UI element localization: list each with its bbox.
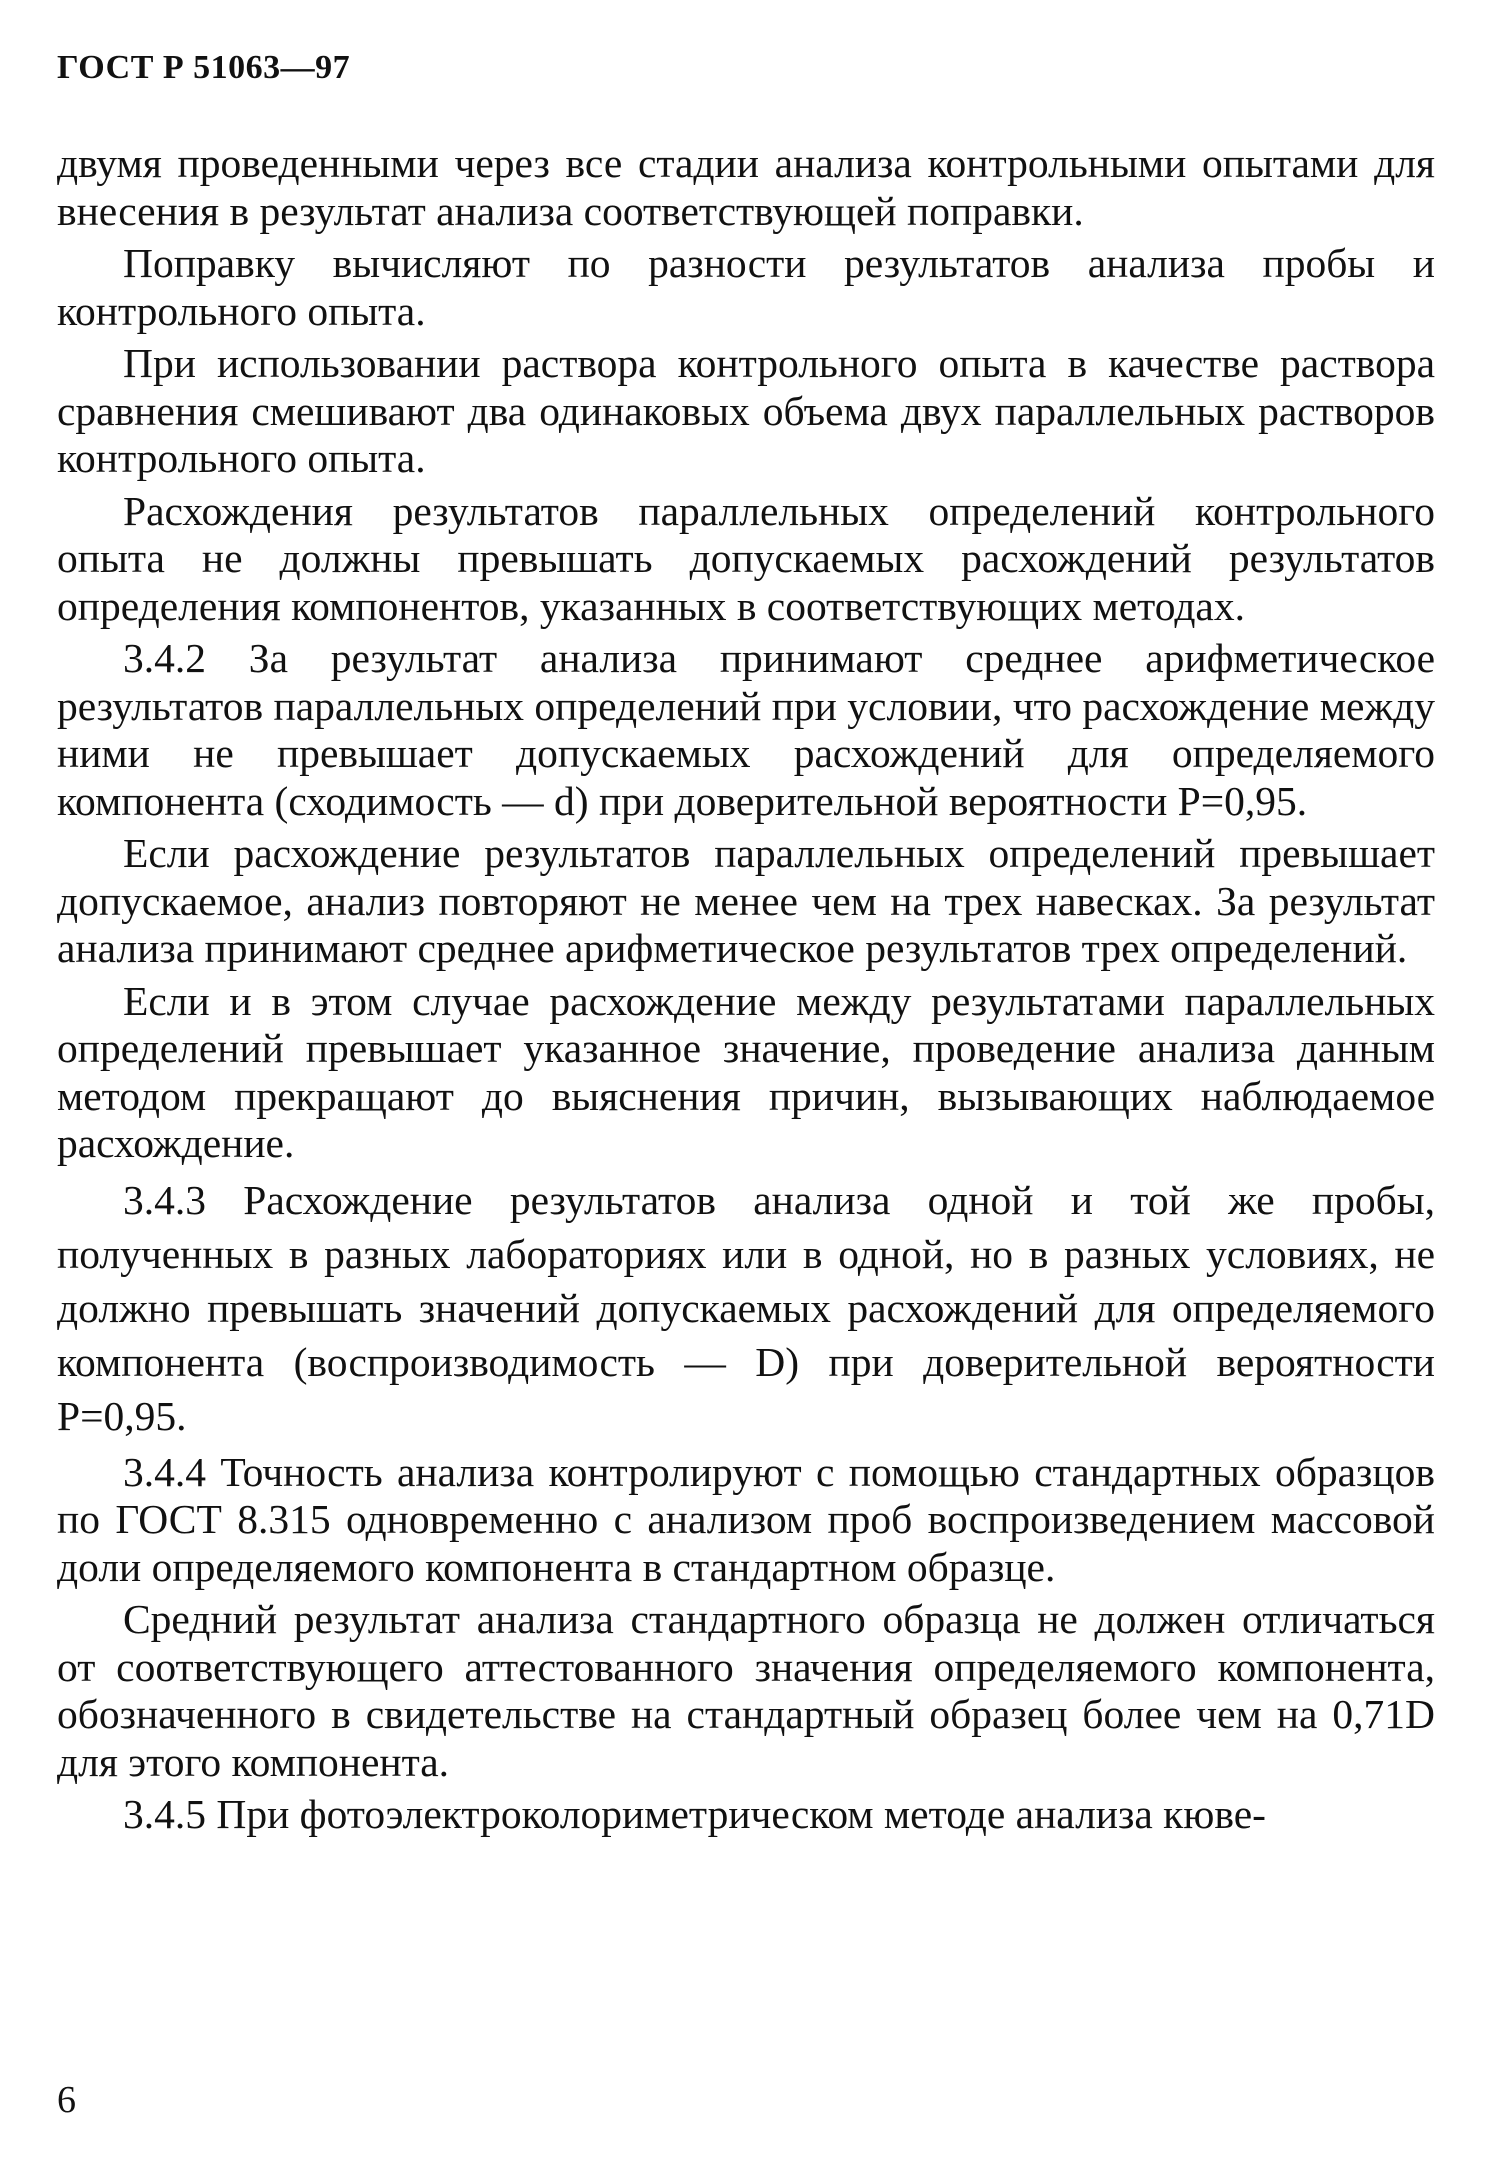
paragraph-standard-sample-result: Средний результат анализа стандартного образца не должен отличаться от соответствующего аттестованного значения определяемого компонента, обозначенного в свидетельстве на стандартный образец более чем на 0,71D для этого компонента. bbox=[57, 1596, 1435, 1785]
paragraph-repeat-analysis: Если расхождение результатов параллельных определений превышает допускаемое, анализ повторяют не менее чем на трех навесках. За результат анализа принимают среднее арифметическое результатов трех определений. bbox=[57, 830, 1435, 971]
document-body bbox=[57, 140, 1435, 1844]
paragraph-reference-solution: При использовании раствора контрольного опыта в качестве раствора сравнения смешивают два одинаковых объема двух параллельных растворов контрольного опыта. bbox=[57, 340, 1435, 481]
paragraph-correction: Поправку вычисляют по разности результатов анализа пробы и контрольного опыта. bbox=[57, 240, 1435, 334]
paragraph-3-4-4: 3.4.4 Точность анализа контролируют с помощью стандартных образцов по ГОСТ 8.315 одновременно с анализом проб воспроизведением массовой доли определяемого компонента в стандартном образце. bbox=[57, 1448, 1435, 1590]
paragraph-3-4-5: 3.4.5 При фотоэлектроколориметрическом методе анализа кюве- bbox=[123, 1791, 1266, 1837]
paragraph-3-4-3: 3.4.3 Расхождение результатов анализа одной и той же пробы, полученных в разных лабораториях или в одной, но в разных условиях, не должно превышать значений допускаемых расхождений для определяемого компонента (воспроизводимость — D) при доверительной вероятности P=0,95. bbox=[57, 1176, 1435, 1439]
paragraph-3-4-2: 3.4.2 За результат анализа принимают среднее арифметическое результатов параллельных определений при условии, что расхождение между ними не превышает допускаемых расхождений для определяемого компонента (сходимость — d) при доверительной вероятности P=0,95. bbox=[57, 635, 1435, 824]
document-header: ГОСТ Р 51063—97 bbox=[57, 49, 351, 86]
page-number: 6 bbox=[57, 2079, 76, 2121]
paragraph-stop-analysis: Если и в этом случае расхождение между результатами параллельных определений превышает указанное значение, проведение анализа данным методом прекращают до выяснения причин, вызывающих наблюдаемое расхождение. bbox=[57, 977, 1435, 1166]
paragraph-control-discrepancy: Расхождения результатов параллельных определений контрольного опыта не должны превышать допускаемых расхождений результатов определения компонентов, указанных в соответствующих методах. bbox=[57, 487, 1435, 629]
paragraph-continuation: двумя проведенными через все стадии анализа контрольными опытами для внесения в результат анализа соответствующей поправки. bbox=[57, 140, 1435, 234]
